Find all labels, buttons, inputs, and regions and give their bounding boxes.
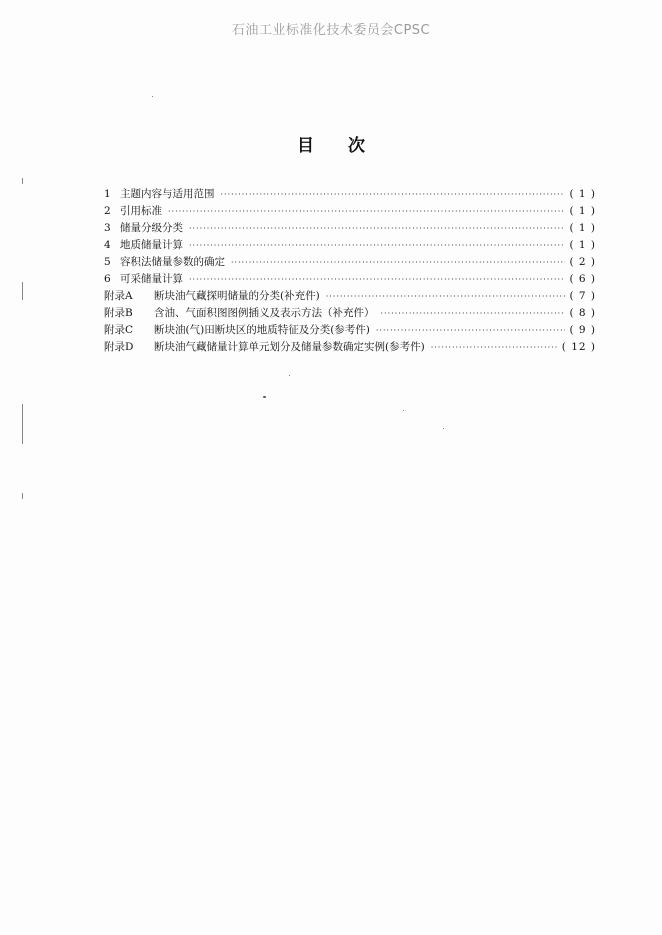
toc-entry-page: ( 1 ) — [569, 205, 596, 217]
toc-entry[interactable] — [104, 203, 596, 220]
toc-entry-label: 断块油气藏探明储量的分类(补充件) — [154, 290, 320, 302]
toc-entry-page: ( 6 ) — [569, 273, 596, 285]
toc-entry[interactable] — [104, 237, 596, 254]
toc-dot-leader — [431, 339, 558, 356]
toc-dot-leader — [168, 203, 565, 220]
toc-entry[interactable] — [104, 339, 596, 356]
toc-entry-page: ( 1 ) — [569, 222, 596, 234]
scan-speck — [289, 375, 290, 376]
scan-mark — [22, 282, 23, 300]
toc-entry[interactable] — [104, 271, 596, 288]
toc-entry-number: 附录C — [104, 324, 134, 336]
toc-entry-label: 储量分级分类 — [120, 222, 183, 234]
toc-entry-page: ( 12 ) — [561, 341, 596, 353]
scan-speck — [403, 410, 404, 411]
toc-entry-label: 引用标准 — [120, 205, 162, 217]
toc-entry-number: 1 — [104, 188, 111, 200]
toc-entry-label: 容积法储量参数的确定 — [120, 256, 225, 268]
toc-title: 目次 — [297, 136, 399, 156]
toc-entry-page: ( 8 ) — [569, 307, 596, 319]
toc-entry-page: ( 1 ) — [569, 239, 596, 251]
scan-mark — [22, 404, 23, 444]
toc-entry-label: 断块油气藏储量计算单元划分及储量参数确定实例(参考件) — [154, 341, 425, 353]
toc-entry-label: 含油、气面积图图例插义及表示方法（补充件） — [154, 307, 375, 319]
toc-dot-leader — [221, 186, 566, 203]
toc-entry-label: 主题内容与适用范围 — [120, 188, 215, 200]
toc-entry-number: 附录A — [104, 290, 133, 302]
toc-dot-leader — [189, 220, 565, 237]
watermark-header: 石油工业标准化技术委员会CPSC — [231, 23, 431, 38]
scan-mark — [22, 493, 23, 499]
toc-entry-number: 4 — [104, 239, 111, 251]
toc-dot-leader — [231, 254, 565, 271]
toc-entry[interactable] — [104, 186, 596, 203]
scan-mark — [22, 178, 23, 184]
toc-entry-number: 附录D — [104, 341, 134, 353]
toc-entry-page: ( 2 ) — [569, 256, 596, 268]
toc-entry[interactable] — [104, 305, 596, 322]
toc-entry[interactable] — [104, 322, 596, 339]
toc-entry-page: ( 9 ) — [569, 324, 596, 336]
scan-speck — [263, 396, 266, 398]
toc-entry-number: 5 — [104, 256, 111, 268]
table-of-contents — [104, 186, 596, 356]
toc-entry-number: 附录B — [104, 307, 133, 319]
toc-entry-page: ( 1 ) — [569, 188, 596, 200]
toc-entry-label: 地质储量计算 — [120, 239, 183, 251]
toc-dot-leader — [326, 288, 566, 305]
toc-dot-leader — [189, 237, 565, 254]
toc-entry-number: 6 — [104, 273, 111, 285]
toc-entry-page: ( 7 ) — [569, 290, 596, 302]
toc-dot-leader — [376, 322, 566, 339]
scan-speck — [152, 96, 153, 97]
toc-dot-leader — [381, 305, 566, 322]
toc-entry[interactable] — [104, 288, 596, 305]
toc-entry[interactable] — [104, 254, 596, 271]
toc-entry-number: 2 — [104, 205, 111, 217]
toc-entry-label: 断块油(气)田断块区的地质特征及分类(参考件) — [154, 324, 370, 336]
toc-entry-label: 可采储量计算 — [120, 273, 183, 285]
toc-entry[interactable] — [104, 220, 596, 237]
scan-speck — [443, 428, 444, 429]
toc-dot-leader — [189, 271, 565, 288]
toc-entry-number: 3 — [104, 222, 111, 234]
